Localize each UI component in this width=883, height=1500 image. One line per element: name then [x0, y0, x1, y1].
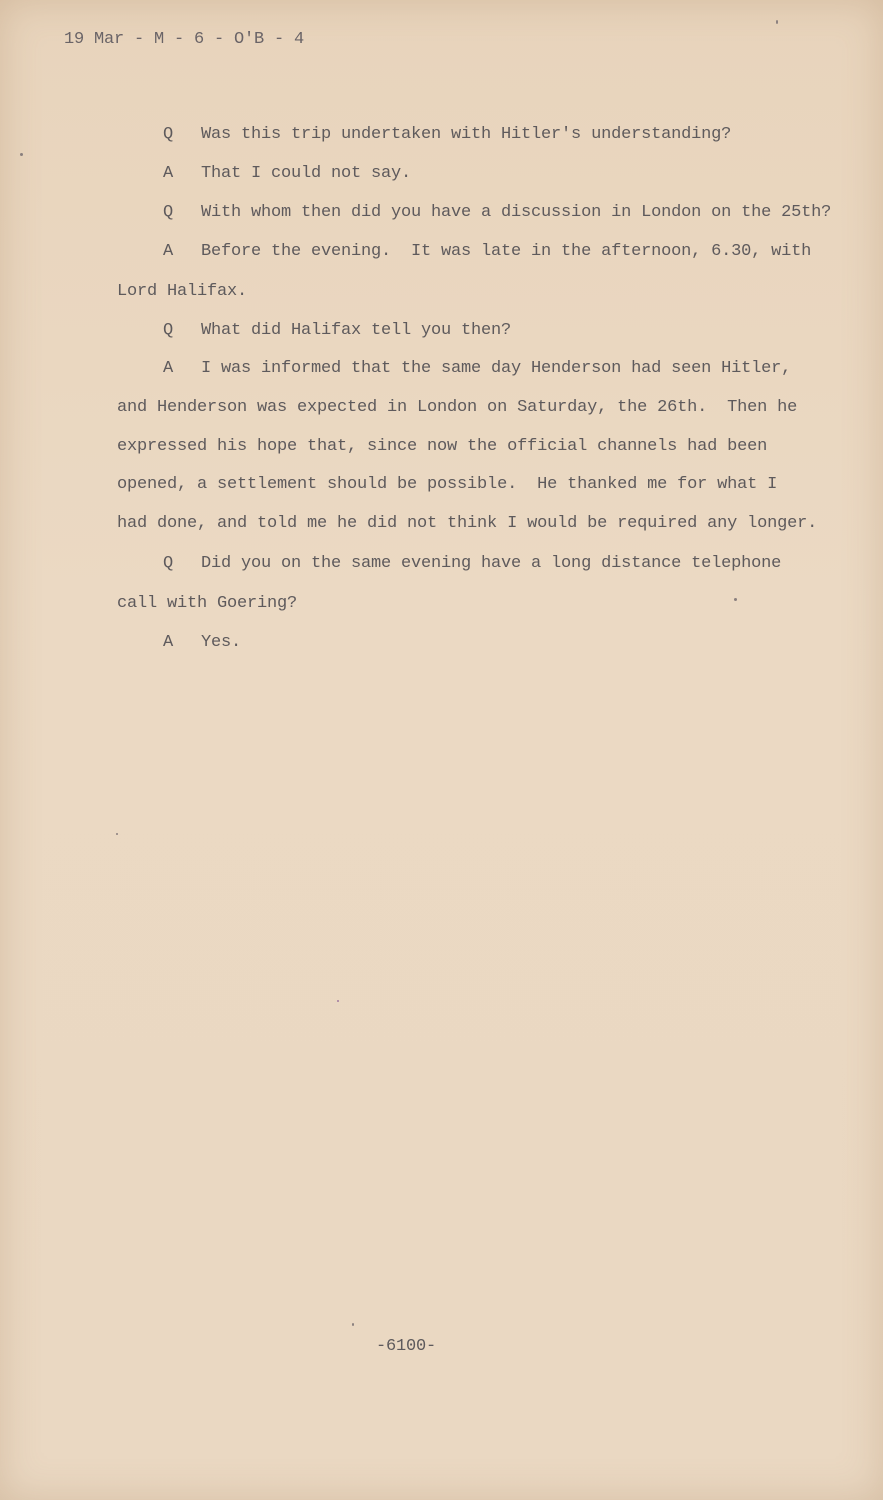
continuation-line: call with Goering?	[117, 594, 298, 613]
answer-line	[163, 163, 411, 185]
continuation-line: opened, a settlement should be possible. He thanked me for what I	[117, 475, 778, 494]
paper-speck	[116, 833, 118, 835]
speaker-mark: Q	[163, 125, 174, 144]
paper-speck	[20, 153, 23, 156]
continuation-line: had done, and told me he did not think I would be required any longer.	[117, 514, 818, 533]
continuation-line: and Henderson was expected in London on Saturday, the 26th. Then he	[117, 398, 798, 417]
question-line	[163, 202, 831, 224]
line-text: That I could not say.	[201, 164, 412, 183]
paper-speck	[337, 1000, 339, 1002]
page-number: -6100-	[376, 1337, 437, 1356]
paper-speck	[776, 20, 778, 24]
paper-speck	[352, 1323, 354, 1326]
speaker-mark: A	[163, 242, 174, 261]
speaker-mark: Q	[163, 554, 174, 573]
speaker-mark: A	[163, 164, 174, 183]
continuation-line: Lord Halifax.	[117, 282, 248, 301]
speaker-mark: Q	[163, 203, 174, 222]
line-text: Did you on the same evening have a long distance telephone	[201, 554, 782, 573]
question-line	[163, 320, 511, 342]
line-text: Before the evening. It was late in the afternoon, 6.30, with	[201, 242, 812, 261]
speaker-mark: Q	[163, 321, 174, 340]
line-text: Was this trip undertaken with Hitler's understanding?	[201, 125, 732, 144]
speaker-mark: A	[163, 633, 174, 652]
answer-line	[163, 241, 811, 263]
paper-speck	[734, 598, 737, 601]
question-line	[163, 553, 781, 575]
line-text: I was informed that the same day Henderson had seen Hitler,	[201, 359, 792, 378]
answer-line	[163, 632, 241, 654]
line-text: With whom then did you have a discussion in London on the 25th?	[201, 203, 832, 222]
answer-line	[163, 358, 791, 380]
line-text: Yes.	[201, 633, 242, 652]
line-text: What did Halifax tell you then?	[201, 321, 512, 340]
speaker-mark: A	[163, 359, 174, 378]
continuation-line: expressed his hope that, since now the official channels had been	[117, 437, 768, 456]
page-header: 19 Mar - M - 6 - O'B - 4	[64, 30, 305, 49]
question-line	[163, 124, 731, 146]
